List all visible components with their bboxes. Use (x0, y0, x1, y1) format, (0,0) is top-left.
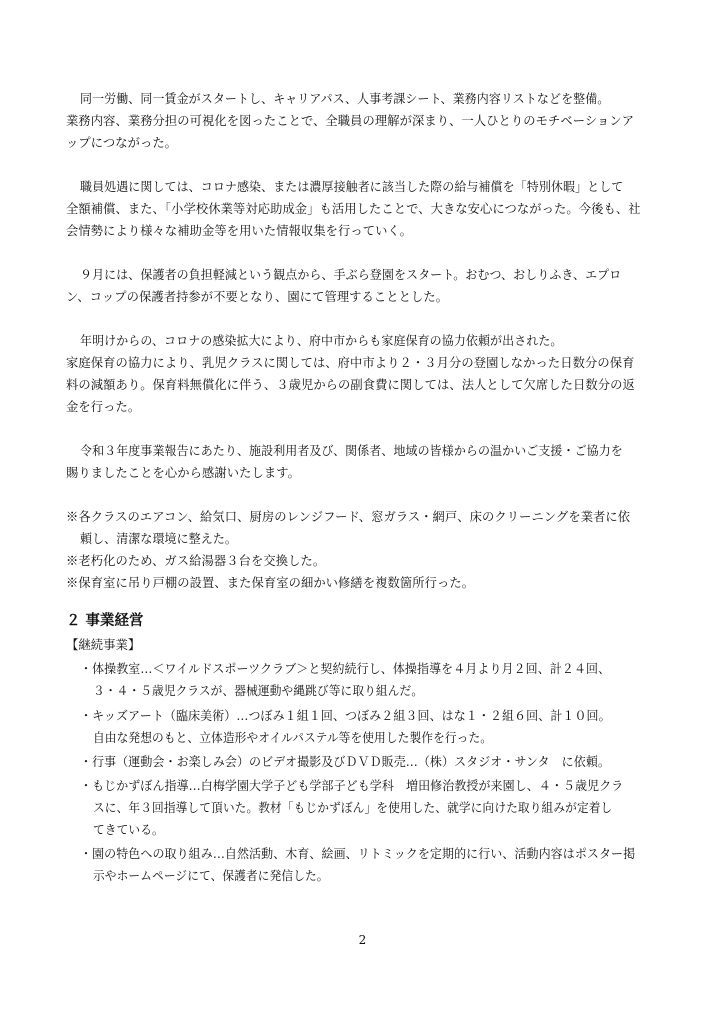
note-line: 頼し、清潔な環境に整えた。 (80, 531, 237, 546)
list-item-continuation: てきている。 (93, 822, 164, 837)
note-line: ※老朽化のため、ガス給湯器３台を交換した。 (66, 553, 326, 568)
paragraph-line: ップにつながった。 (66, 135, 178, 150)
paragraph-line: 令和３年度事業報告にあたり、施設利用者及び、関係者、地域の皆様からの温かいご支援・ご協力を (80, 443, 623, 458)
list-item-continuation: スに、年３回指導して頂いた。教材「もじかずぼん」を使用した、就学に向けた取り組みが定着し (93, 800, 613, 815)
paragraph-line: ン、コップの保護者持参が不要となり、園にて管理することとした。 (66, 289, 449, 304)
paragraph-line: 業務内容、業務分担の可視化を図ったことで、全職員の理解が深まり、一人ひとりのモチベーションア (66, 113, 635, 128)
note-line: ※保育室に吊り戸棚の設置、また保育室の細かい修繕を複数箇所行った。 (66, 575, 475, 590)
note-line: ※各クラスのエアコン、給気口、厨房のレンジフード、窓ガラス・網戸、床のクリーニングを業者に依 (66, 509, 631, 524)
list-item: ・行事（運動会・お楽しみ会）のビデオ撮影及びＤＶＤ販売…（株）スタジオ・サンタ に依頼。 (80, 754, 610, 769)
paragraph-line: 全額補償、また、「小学校休業等対応助成金」も活用したことで、大きな安心につながった。今後も、社 (66, 201, 641, 216)
list-item: ・体操教室…＜ワイルドスポーツクラブ＞と契約続行し、体操指導を４月より月２回、計２４回、 (80, 661, 611, 676)
paragraph-line: 賜りましたことを心から感謝いたします。 (66, 465, 300, 480)
paragraph-line: ９月には、保護者の負担軽減という観点から、手ぶら登園をスタート。おむつ、おしりふき、エプロ (80, 267, 622, 282)
list-item-continuation: 自由な発想のもと、立体造形やオイルパステル等を使用した製作を行った。 (93, 730, 493, 745)
paragraph-line: 職員処遇に関しては、コロナ感染、または濃厚接触者に該当した際の給与補償を「特別休暇」として (80, 179, 624, 194)
paragraph-line: 家庭保育の協力により、乳児クラスに関しては、府中市より２・３月分の登園しなかった日数分の保育 (66, 355, 635, 370)
paragraph-line: 料の減額あり。保育料無償化に伴う、３歳児からの副食費に関しては、法人として欠席した日数分の返 (66, 377, 635, 392)
paragraph-line: 会情勢により様々な補助金等を用いた情報収集を行っていく。 (66, 223, 413, 238)
list-item: ・もじかずぼん指導…白梅学園大学子ども学部子ども学科 増田修治教授が来園し、４・５歳児クラ (80, 778, 624, 793)
list-item-continuation: ３・４・５歳児クラスが、器械運動や縄跳び等に取り組んだ。 (93, 683, 424, 698)
list-item-continuation: 示やホームページにて、保護者に発信した。 (93, 868, 329, 883)
list-item: ・キッズアート（臨床美術）…つぼみ１組１回、つぼみ２組３回、はな１・２組６回、計１０回。 (80, 708, 611, 723)
page-number: 2 (358, 933, 367, 947)
paragraph-line: 年明けからの、コロナの感染拡大により、府中市からも家庭保育の協力依頼が出された。 (80, 333, 563, 348)
section-subheading: 【継続事業】 (66, 637, 141, 652)
paragraph-line: 金を行った。 (66, 399, 141, 414)
section-heading: ２ 事業経営 (66, 613, 144, 629)
paragraph-line: 同一労働、同一賃金がスタートし、キャリアパス、人事考課シート、業務内容リストなどを整備。 (80, 91, 610, 106)
list-item: ・園の特色への取り組み…自然活動、木育、絵画、リトミックを定期的に行い、活動内容はポスター掲 (80, 846, 636, 861)
